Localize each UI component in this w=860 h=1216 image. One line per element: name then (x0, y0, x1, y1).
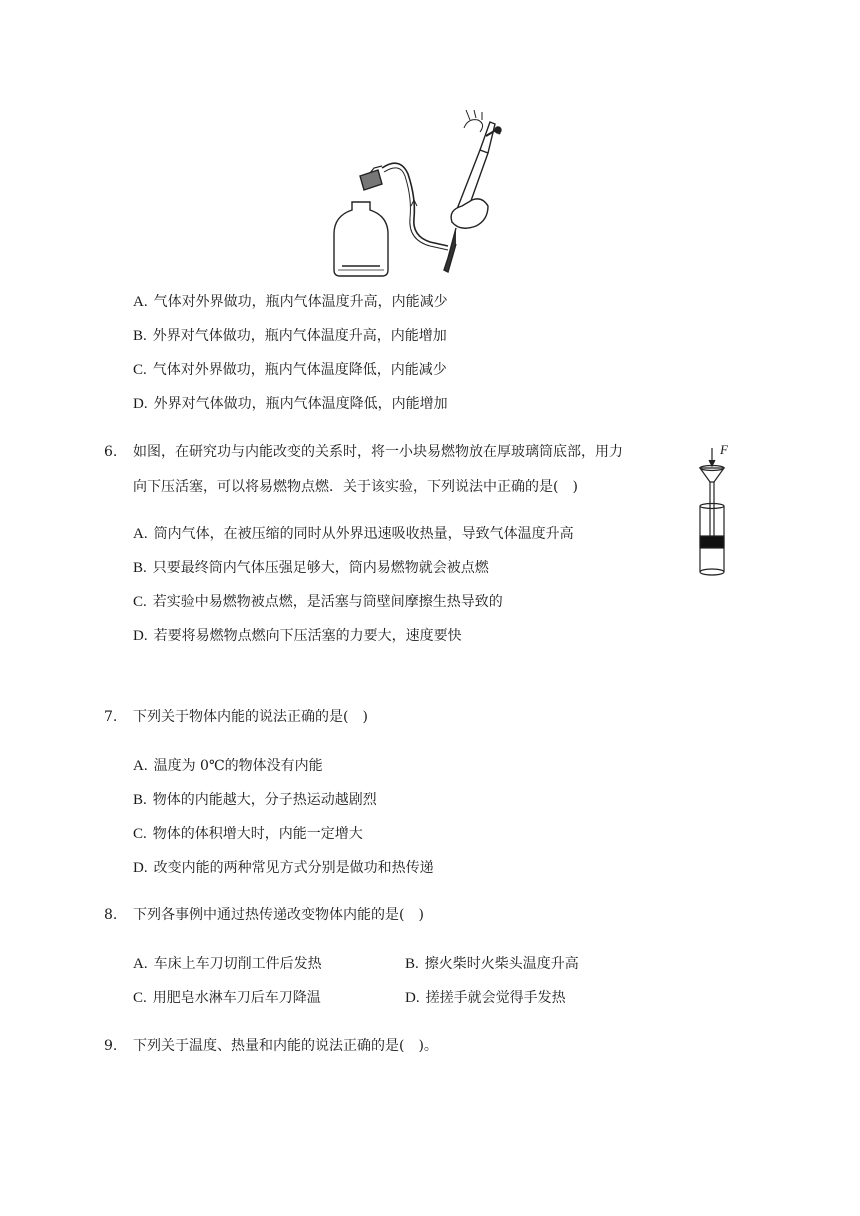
option-7a: A. 温度为 0℃的物体没有内能 (133, 758, 323, 774)
option-8d: D. 搓搓手就会觉得手发热 (405, 990, 566, 1006)
option-8c: C. 用肥皂水淋车刀后车刀降温 (133, 990, 321, 1006)
option-6d: D. 若要将易燃物点燃向下压活塞的力要大，速度要快 (133, 628, 462, 644)
option-7b: B. 物体的内能越大，分子热运动越剧烈 (133, 792, 377, 808)
cylinder-figure (694, 444, 744, 580)
option-7d: D. 改变内能的两种常见方式分别是做功和热传递 (133, 860, 434, 876)
question-8-stem: 下列各事例中通过热传递改变物体内能的是( ) (133, 907, 424, 923)
option-5d: D. 外界对气体做功，瓶内气体温度降低，内能增加 (133, 396, 448, 412)
bottle-pump-figure (330, 110, 520, 280)
option-5b: B. 外界对气体做功，瓶内气体温度升高，内能增加 (133, 328, 447, 344)
question-8-number: 8. (104, 907, 118, 923)
question-7-number: 7. (104, 709, 118, 725)
question-6-stem-line2: 向下压活塞，可以将易燃物点燃．关于该实验，下列说法中正确的是( ) (133, 479, 578, 495)
force-label: F (720, 442, 728, 457)
option-6a: A. 筒内气体，在被压缩的同时从外界迅速吸收热量，导致气体温度升高 (133, 526, 574, 542)
option-7c: C. 物体的体积增大时，内能一定增大 (133, 826, 363, 842)
option-6c: C. 若实验中易燃物被点燃，是活塞与筒壁间摩擦生热导致的 (133, 594, 503, 610)
question-9-stem: 下列关于温度、热量和内能的说法正确的是( )。 (133, 1038, 438, 1054)
option-8b: B. 擦火柴时火柴头温度升高 (405, 956, 579, 972)
option-8a: A. 车床上车刀切削工件后发热 (133, 956, 322, 972)
question-6-stem-line1: 如图，在研究功与内能改变的关系时，将一小块易燃物放在厚玻璃筒底部，用力 (133, 444, 623, 460)
question-7-stem: 下列关于物体内能的说法正确的是( ) (133, 709, 368, 725)
option-5c: C. 气体对外界做功，瓶内气体温度降低，内能减少 (133, 362, 447, 378)
option-5a: A. 气体对外界做功，瓶内气体温度升高，内能减少 (133, 294, 448, 310)
question-6-number: 6. (104, 444, 118, 460)
cylinder-diagram (694, 444, 744, 580)
option-6b: B. 只要最终筒内气体压强足够大，筒内易燃物就会被点燃 (133, 560, 489, 576)
question-9-number: 9. (104, 1038, 118, 1054)
